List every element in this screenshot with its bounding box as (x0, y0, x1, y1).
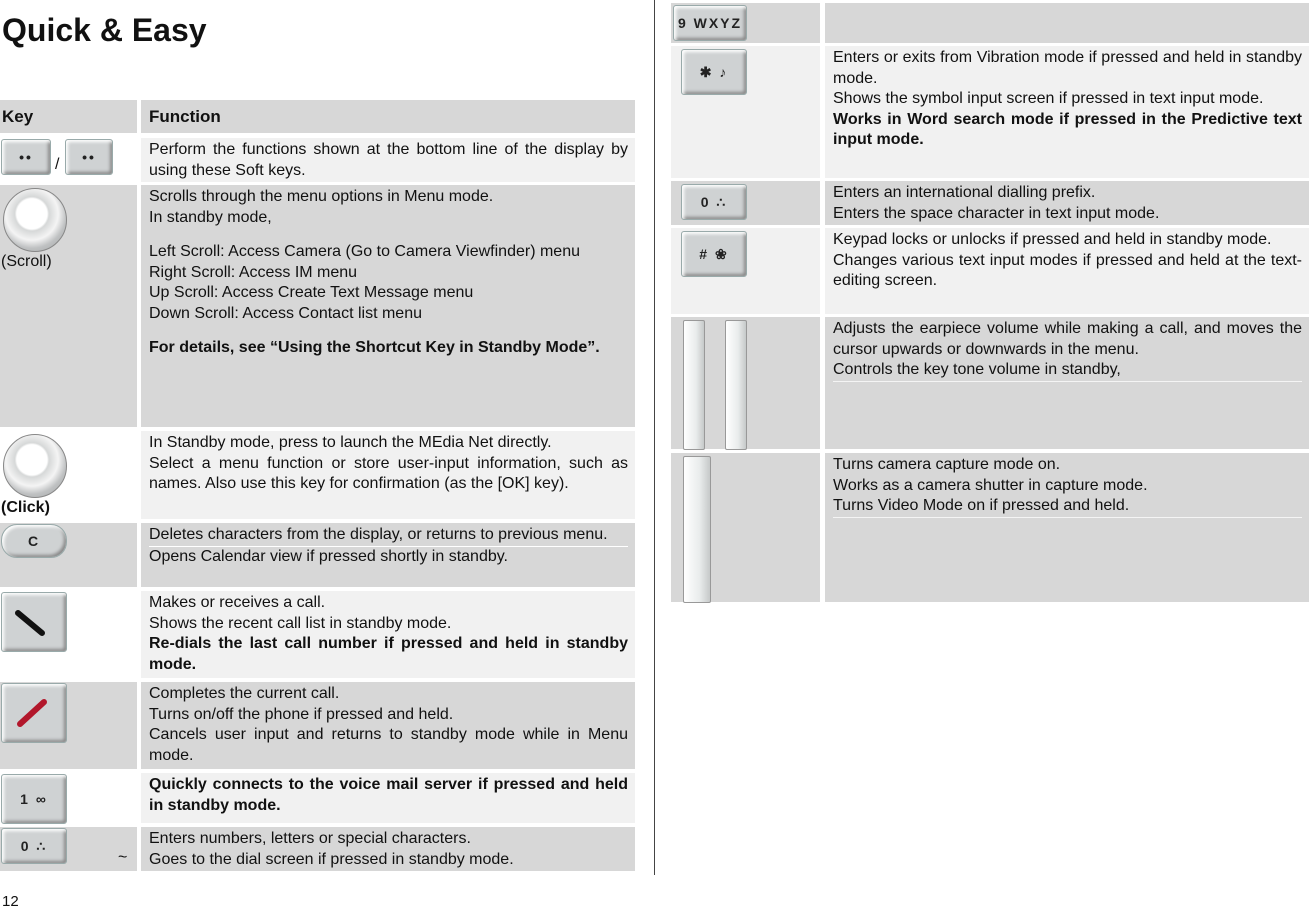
function-text: Turns camera capture mode on. (833, 456, 1061, 473)
key-cell-camera (671, 453, 820, 602)
function-text: Shows the recent call list in standby mode. (149, 614, 452, 632)
function-text: Works as a camera shutter in capture mode. (833, 476, 1148, 494)
column-divider (654, 0, 655, 875)
table-row-volume (671, 317, 1309, 449)
table-row-zero (0, 827, 635, 871)
key-cell-scroll (0, 185, 137, 427)
zero-key-icon (681, 184, 747, 220)
scroll-label: (Scroll) (1, 253, 52, 270)
function-cell-soft (141, 138, 635, 182)
end-key-icon (1, 683, 67, 743)
key-cell-clear (0, 523, 137, 587)
function-text: Down Scroll: Access Contact list menu (149, 304, 422, 322)
table-row-camera (671, 453, 1309, 602)
function-cell-camera (825, 453, 1309, 602)
function-cell-send (141, 591, 635, 678)
click-label: (Click) (1, 499, 50, 516)
function-text: Scrolls through the menu options in Menu mode. (149, 188, 494, 205)
function-text: In Standby mode, press to launch the MEdia Net directly. (149, 434, 552, 451)
voicemail-key-icon (1, 774, 67, 824)
function-text: Quickly connects to the voice mail server if pressed and held in standby mode. (149, 776, 628, 814)
table-row-clear (0, 523, 635, 587)
table-row-send (0, 591, 635, 678)
hash-key-icon (681, 231, 747, 277)
page-number: 12 (2, 893, 19, 910)
key-cell-hash (671, 228, 820, 314)
function-text: Enters an international dialling prefix. (833, 184, 1096, 201)
right-soft-key-icon: •• (65, 139, 113, 175)
function-cell-end (141, 682, 635, 769)
nine-key-icon (673, 5, 747, 41)
key-cell-volume (671, 317, 820, 449)
table-row-zero-right (671, 181, 1309, 225)
left-key-table (0, 100, 635, 872)
function-text: Cancels user input and returns to standby mode while in Menu mode. (149, 726, 628, 764)
clear-key-icon (1, 524, 67, 558)
function-cell-scroll (141, 185, 635, 427)
page-title: Quick & Easy (2, 12, 207, 48)
zero-key-glyph: 0 ∴ (20, 837, 48, 854)
nine-key-glyph: 9 WXYZ (677, 15, 743, 31)
key-cell-click (0, 431, 137, 519)
function-cell-clear (141, 523, 635, 587)
end-call-icon (2, 684, 66, 742)
function-text: Turns Video Mode on if pressed and held. (833, 496, 1302, 518)
function-text: Right Scroll: Access IM menu (149, 263, 358, 281)
key-cell-soft (0, 138, 137, 182)
function-cell-volume (825, 317, 1309, 449)
table-row-scroll (0, 185, 635, 427)
table-row-hash (671, 228, 1309, 314)
camera-key-icon (683, 456, 711, 603)
soft-key-separator: / (55, 156, 60, 173)
function-text: Up Scroll: Access Create Text Message menu (149, 284, 474, 301)
table-row-nine (671, 3, 1309, 43)
function-text: Left Scroll: Access Camera (Go to Camera Viewfinder) menu (149, 243, 580, 260)
function-text: Shows the symbol input screen if pressed in text input mode. (833, 90, 1264, 107)
right-key-table (671, 3, 1309, 603)
star-key-icon (681, 49, 747, 95)
function-text: Select a menu function or store user-input information, such as names. Also use this key for confirmation (as the [OK] key). (149, 454, 628, 492)
function-text: Goes to the dial screen if pressed in standby mode. (149, 850, 514, 868)
key-cell-one (0, 773, 137, 823)
key-range-tilde: ~ (118, 849, 128, 866)
table-header-row (0, 100, 635, 133)
function-text: Deletes characters from the display, or returns to previous menu. (149, 526, 608, 543)
key-cell-zero-right (671, 181, 820, 225)
function-cell-star (825, 46, 1309, 178)
table-row-star (671, 46, 1309, 178)
table-row-end (0, 682, 635, 769)
function-text: Enters the space character in text input mode. (833, 204, 1160, 222)
ok-key-icon (3, 434, 67, 498)
table-row-one (0, 773, 635, 823)
function-cell-hash (825, 228, 1309, 314)
function-cell-click (141, 431, 635, 519)
zero-key-icon (1, 828, 67, 864)
volume-up-key-icon (683, 320, 705, 450)
function-text: Re-dials the last call number if pressed and held in standby mode. (149, 635, 628, 673)
function-text: Controls the key tone volume in standby, (833, 360, 1302, 382)
volume-down-key-icon (725, 320, 747, 450)
zero-key-glyph: 0 ∴ (700, 193, 728, 210)
function-text: Opens Calendar view if pressed shortly in standby. (149, 546, 628, 568)
function-text: Enters numbers, letters or special characters. (149, 830, 471, 847)
function-text: Turns on/off the phone if pressed and held. (149, 705, 454, 723)
star-key-glyph: ✱ ♪ (699, 63, 729, 80)
key-cell-send (0, 591, 137, 678)
table-row-soft-keys (0, 138, 635, 182)
function-text: For details, see “Using the Shortcut Key in Standby Mode”. (149, 339, 600, 356)
key-cell-end (0, 682, 137, 769)
function-text: Changes various text input modes if pressed and held at the text-editing screen. (833, 251, 1302, 289)
function-text: Works in Word search mode if pressed in the Predictive text input mode. (833, 110, 1302, 148)
function-cell-nine (825, 3, 1309, 43)
one-key-glyph: 1 ∞ (20, 791, 48, 807)
phone-handset-icon (2, 593, 66, 651)
function-cell-one (141, 773, 635, 823)
function-cell-zero (141, 827, 635, 871)
send-key-icon (1, 592, 67, 652)
key-cell-zero (0, 827, 137, 871)
function-text: Makes or receives a call. (149, 594, 326, 611)
function-text: Keypad locks or unlocks if pressed and held in standby mode. (833, 231, 1272, 248)
key-cell-nine (671, 3, 820, 43)
left-soft-key-icon: •• (1, 139, 51, 175)
function-text: In standby mode, (149, 208, 272, 226)
function-text: Perform the functions shown at the bottom line of the display by using these Soft keys. (149, 141, 628, 179)
hash-key-glyph: # ❀ (699, 245, 729, 262)
key-cell-star (671, 46, 820, 178)
clear-key-glyph: C (27, 533, 41, 549)
function-text: Enters or exits from Vibration mode if pressed and held in standby mode. (833, 49, 1302, 87)
function-text: Completes the current call. (149, 685, 340, 702)
function-text: Adjusts the earpiece volume while making a call, and moves the cursor upwards or downwards in the menu. (833, 320, 1302, 358)
function-cell-zero-right (825, 181, 1309, 225)
header-key: Key (0, 100, 137, 133)
table-row-click (0, 431, 635, 519)
header-function: Function (141, 100, 635, 133)
navigation-key-icon (3, 188, 67, 252)
